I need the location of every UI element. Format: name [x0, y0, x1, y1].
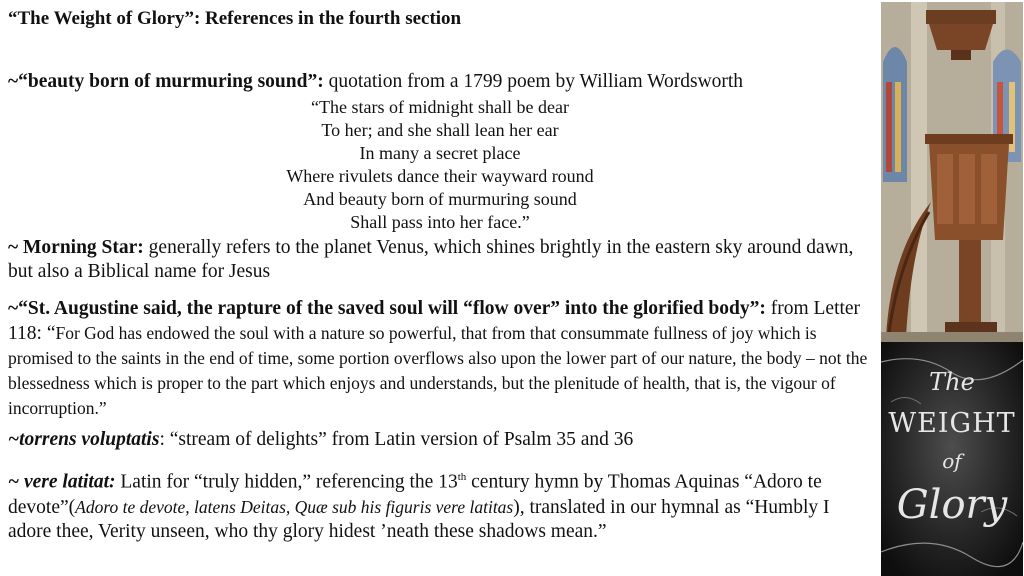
- book-cover-image: [881, 342, 1023, 576]
- note-text: quotation from a 1799 poem by William Wordsworth: [323, 71, 744, 92]
- note-text: Latin for “truly hidden,” referencing the 13: [115, 471, 458, 493]
- book-title-of: of: [942, 449, 962, 473]
- poem-line: Where rivulets dance their wayward round: [286, 166, 594, 186]
- pulpit-photo: [881, 2, 1023, 342]
- note-text: : “stream of delights” from Latin version of Psalm 35 and 36: [159, 429, 634, 450]
- poem-line: And beauty born of murmuring sound: [303, 189, 577, 209]
- poem-line: “The stars of midnight shall be dear: [311, 97, 569, 117]
- note-text: from Letter 118: “: [8, 298, 861, 344]
- note-label: ~ Morning Star:: [8, 237, 144, 258]
- note-murmuring-sound: [8, 70, 874, 94]
- note-torrens-voluptatis: [8, 428, 874, 452]
- poem-line: Shall pass into her face.”: [350, 212, 530, 232]
- note-morning-star: [8, 236, 874, 284]
- note-vere-latitat: [8, 465, 874, 544]
- note-label: ~ vere latitat:: [8, 471, 116, 493]
- note-label: ~“beauty born of murmuring sound”:: [8, 71, 324, 92]
- book-title-the: The: [929, 368, 975, 396]
- wordsworth-poem: [150, 96, 730, 234]
- note-label: ~“St. Augustine said, the rapture of the saved soul will “flow over” into the glorified body”:: [8, 298, 766, 319]
- note-augustine: [8, 297, 874, 421]
- poem-line: To her; and she shall lean her ear: [321, 120, 559, 140]
- note-label: ~torrens voluptatis: [8, 429, 160, 450]
- poem-line: In many a secret place: [359, 143, 521, 163]
- note-text: ), translated in our hymnal as “Humbly I adore thee, Verity unseen, who thy glory hidest ’neath these shadows mean.”: [8, 496, 830, 542]
- latin-text: Adoro te devote, latens Deitas, Quæ sub his figuris vere latitas: [75, 496, 514, 517]
- book-title-glory: Glory: [896, 482, 1008, 528]
- note-text: generally refers to the planet Venus, which shines brightly in the eastern sky around dawn, but also a Biblical name for Jesus: [8, 237, 854, 282]
- slide-title: “The Weight of Glory”: References in the fourth section: [8, 8, 462, 29]
- note-text: century hymn by Thomas Aquinas “Adoro te devote”(: [8, 471, 822, 518]
- superscript: th: [457, 471, 467, 483]
- augustine-quote: For God has endowed the soul with a nature so powerful, that from that consummate fullness of joy which is promised to the saints in the end of time, some portion overflows also upon the lower part of our nature, the body – not the blessedness which is proper to the part which enjoys and understands, but the plenitude of health, that is, the vigour of incorruption.”: [8, 323, 868, 418]
- book-title-weight: WEIGHT: [888, 408, 1016, 439]
